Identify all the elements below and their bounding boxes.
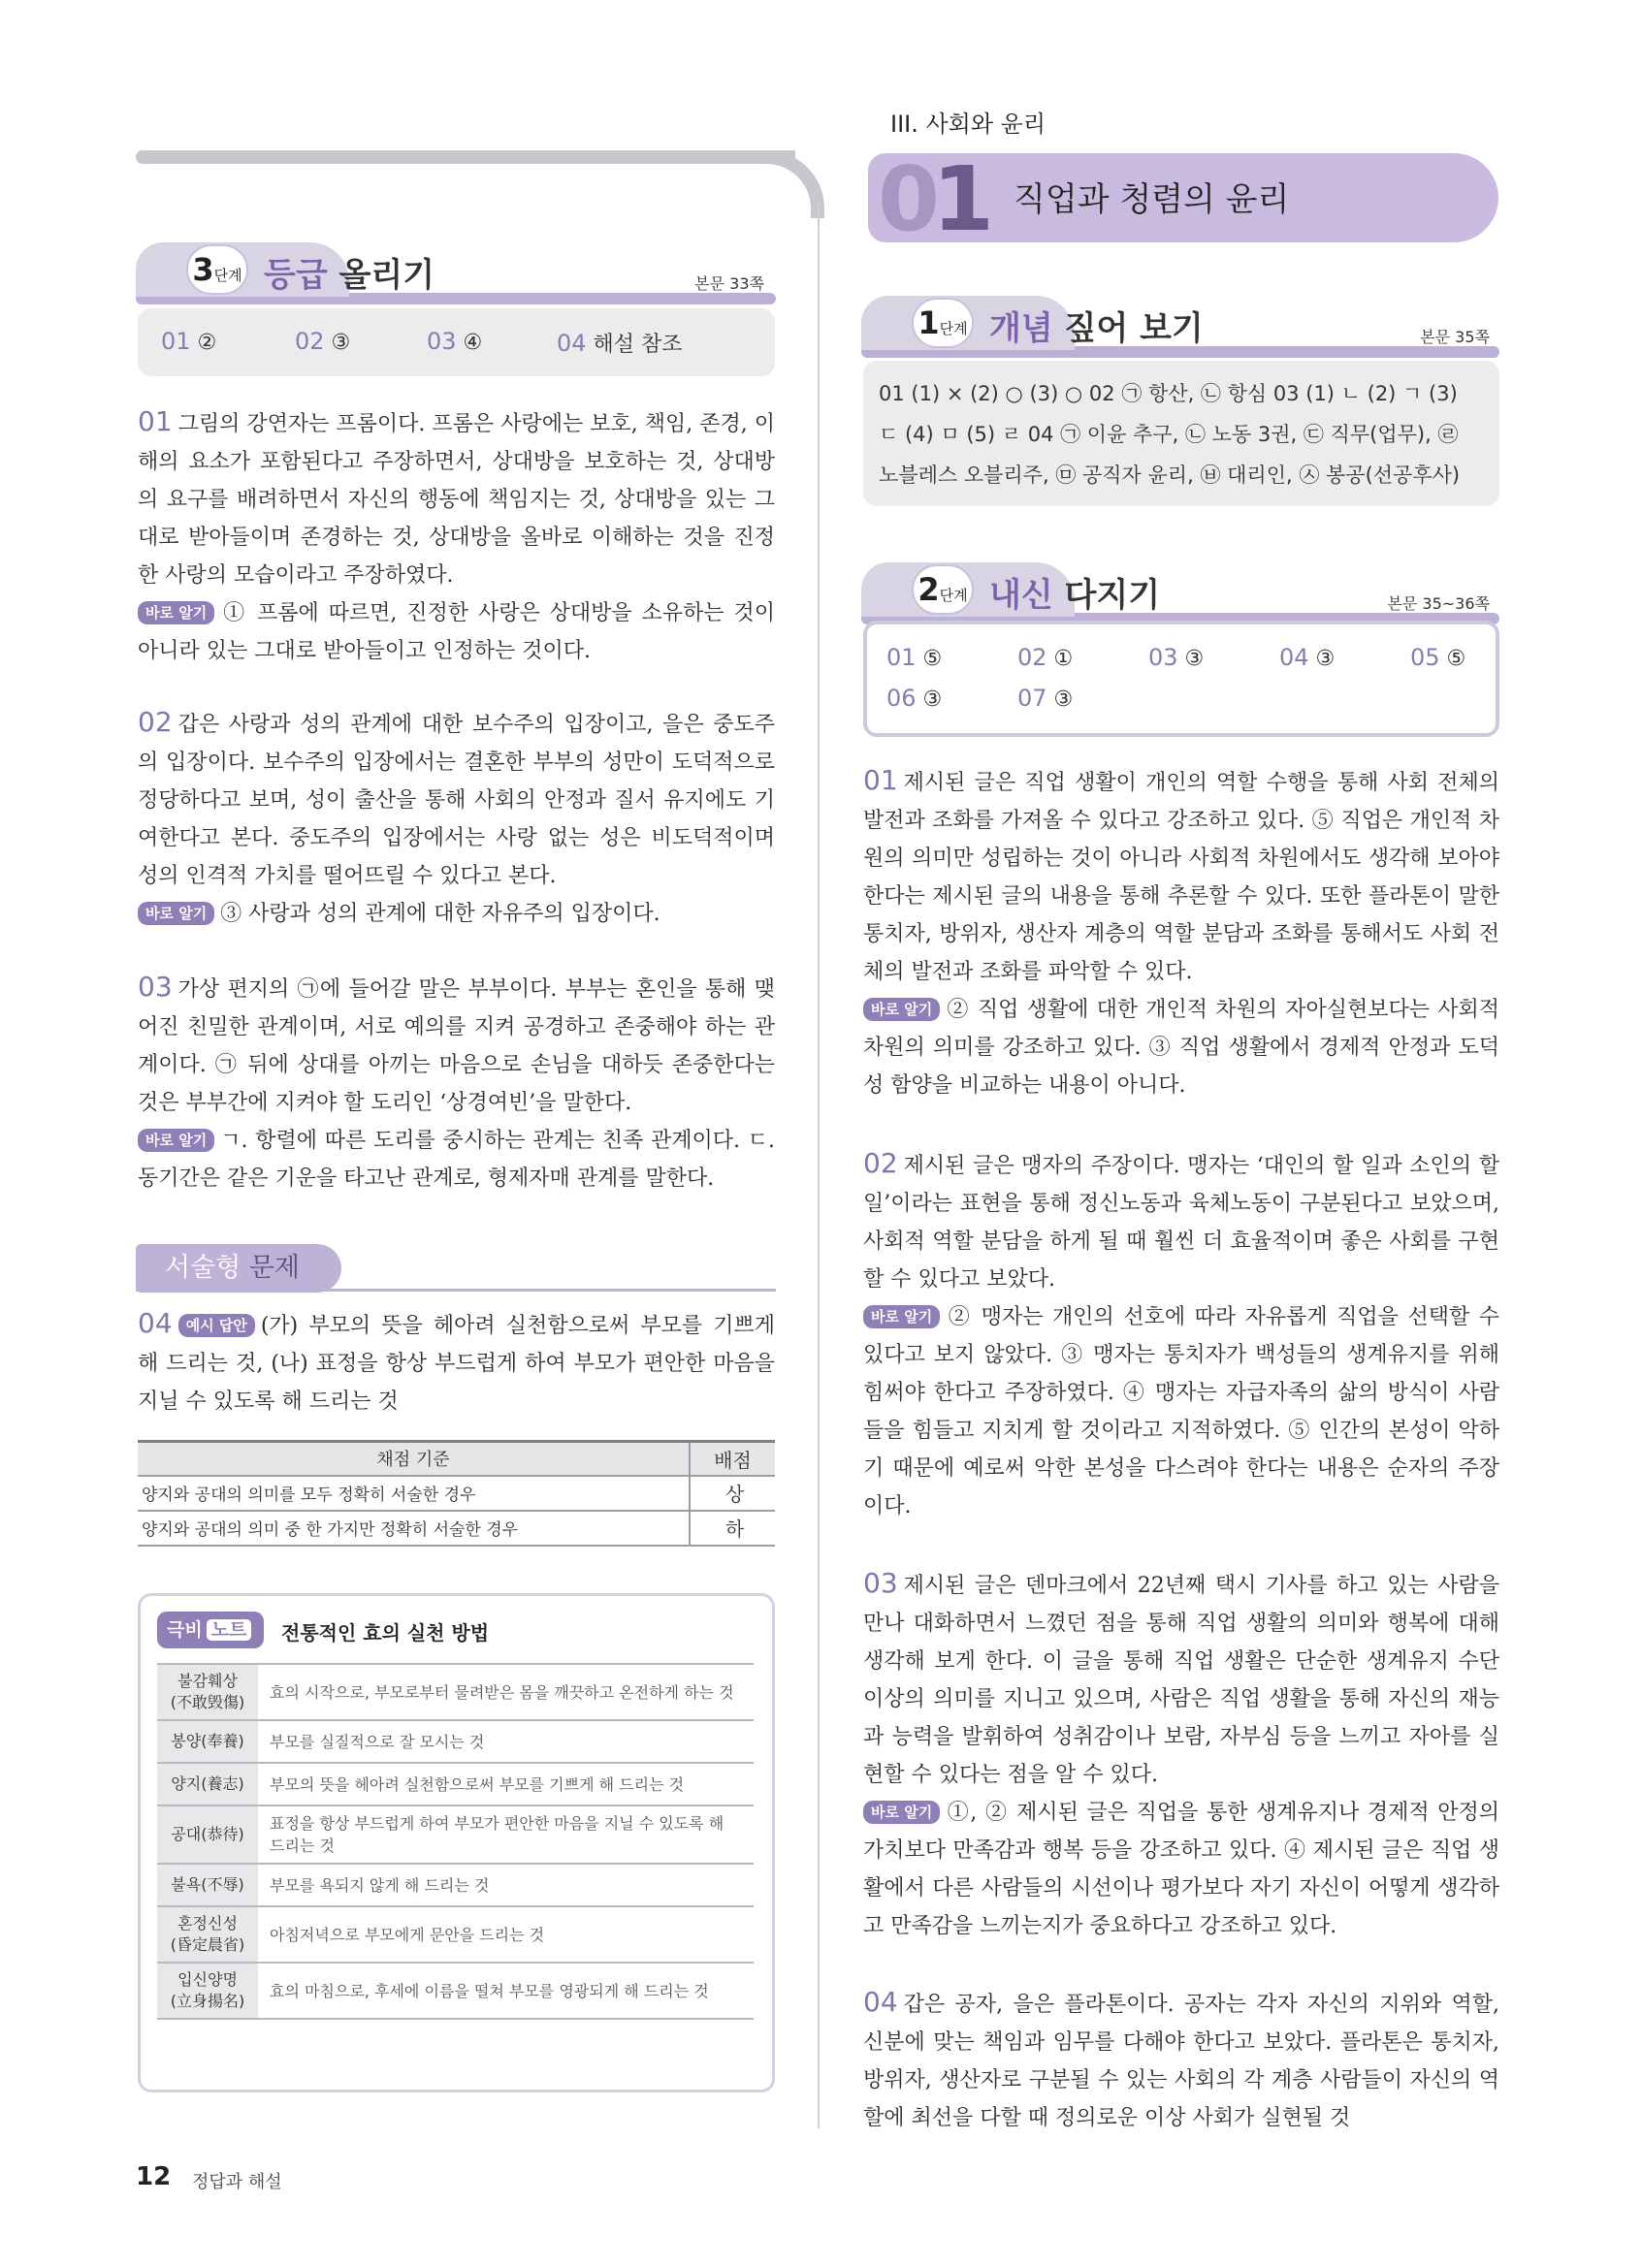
stage2-answer-box — [863, 621, 1499, 737]
concept-answers-line: 노블레스 오블리주, ㉤ 공직자 윤리, ㉥ 대리인, ㉦ 봉공(선공후사) — [879, 463, 1461, 487]
answer-item: 03 ④ — [427, 328, 483, 355]
answer-item: 01 ② — [161, 328, 217, 355]
table-row: 양지와 공대의 의미 중 한 가지만 정확히 서술한 경우 하 — [138, 1511, 775, 1546]
answer-item: 06 ③ — [886, 685, 943, 712]
column-divider — [818, 204, 820, 2128]
lesson-number: 01 — [878, 147, 987, 251]
answer-item: 04 ③ — [1279, 644, 1336, 671]
table-row: 입신양명 (立身揚名) 효의 마침으로, 후세에 이름을 떨쳐 부모를 영광되게 해 드리는 것 — [157, 1963, 754, 2019]
correction-badge: 바로 알기 — [138, 601, 214, 624]
concept-answers-line: 01 (1) × (2) ○ (3) ○ 02 ㉠ 항산, ㉡ 항심 03 (1) ㄴ (2) ㄱ (3) — [879, 382, 1458, 405]
concept-answers-line: ㄷ (4) ㅁ (5) ㄹ 04 ㉠ 이윤 추구, ㉡ 노동 3권, ㉢ 직무(업무), ㉣ — [879, 423, 1459, 446]
stage1-header — [861, 296, 1499, 358]
correction-badge: 바로 알기 — [138, 902, 214, 925]
stage3-page-ref: 본문 33쪽 — [694, 274, 764, 293]
grading-header-score: 배점 — [690, 1442, 775, 1476]
table-row: 봉양(奉養) 부모를 실질적으로 잘 모시는 것 — [157, 1720, 754, 1763]
correction-badge: 바로 알기 — [863, 1801, 940, 1824]
stage2-page-ref: 본문 35~36쪽 — [1387, 594, 1490, 613]
explanation-r04: 04 갑은 공자, 을은 플라톤이다. 공자는 각자 자신의 지위와 역할, 신분에 맞는 책임과 임무를 다해야 한다고 보았다. 플라톤은 통치자, 방위자, 생산자로 구분될 수 있는 사회의 각 계층 사람들이 자신의 역할에 최선을 다할 때 정의로운 이상 사회가 실현될 것 — [863, 1986, 1499, 2130]
top-divider-curve — [757, 150, 824, 218]
table-row: 불감훼상 (不敢毁傷) 효의 시작으로, 부모로부터 물려받은 몸을 깨끗하고 온전하게 하는 것 — [157, 1664, 754, 1720]
answer-item: 02 ① — [1017, 644, 1074, 671]
stage2-title: 내신 다지기 — [989, 576, 1161, 615]
answer-item: 04 해설 참조 — [557, 330, 683, 357]
answer-item: 05 ⑤ — [1410, 644, 1466, 671]
sample-answer-badge: 예시 답안 — [178, 1314, 255, 1337]
grading-table — [138, 1440, 775, 1547]
explanation-03: 03 가상 편지의 ㉠에 들어갈 말은 부부이다. 부부는 혼인을 통해 맺어진 친밀한 관계이며, 서로 예의를 지켜 공경하고 존중해야 하는 관계이다. ㉠ 뒤에 상대를 아끼는 마음으로 손님을 대하듯 존중한다는 것은 부부간에 지켜야 할 도리인 ‘상경여빈’을 말한다. 바로 알기 ㄱ. 항렬에 따른 도리를 중시하는 관계는 친족 관계이다. ㄷ. 동기간은 같은 기운을 타고난 관계로, 형제자매 관계를 말한다. — [138, 971, 775, 1191]
note-title: 전통적인 효의 실천 방법 — [281, 1621, 490, 1645]
explanation-02: 02 갑은 사랑과 성의 관계에 대한 보수주의 입장이고, 을은 중도주의 입장이다. 보수주의 입장에서는 결혼한 부부의 성만이 도덕적으로 정당하다고 보며, 성이 출산을 통해 사회의 안정과 질서 유지에도 기여한다고 본다. 중도주의 입장에서는 사랑 없는 성은 비도덕적이며 성의 인격적 가치를 떨어뜨릴 수 있다고 본다. 바로 알기 ③ 사랑과 성의 관계에 대한 자유주의 입장이다. — [138, 706, 775, 926]
lesson-title: 직업과 청렴의 윤리 — [1014, 180, 1290, 219]
answer-item: 01 ⑤ — [886, 644, 943, 671]
answer-item: 07 ③ — [1017, 685, 1074, 712]
explanation-r02: 02 제시된 글은 맹자의 주장이다. 맹자는 ‘대인의 할 일과 소인의 할 일’이라는 표현을 통해 정신노동과 육체노동이 구분된다고 보았으며, 사회적 역할 분담을 하게 될 때 훨씬 더 효율적이며 좋은 사회를 구현할 수 있다고 보았다. 바로 알기 ② 맹자는 개인의 선호에 따라 자유롭게 직업을 선택할 수 있다고 보지 않았다. ③ 맹자는 통치자가 백성들의 생계유지를 위해 힘써야 한다고 주장하였다. ④ 맹자는 자급자족의 삶의 방식이 사람들을 힘들고 지치게 할 것이라고 지적하였다. ⑤ 인간의 본성이 악하기 때문에 예로써 악한 본성을 다스려야 한다는 내용은 순자의 주장이다. — [863, 1147, 1499, 1518]
table-row: 불욕(不辱) 부모를 욕되지 않게 해 드리는 것 — [157, 1864, 754, 1906]
correction-badge: 바로 알기 — [863, 1305, 940, 1328]
explanation-01: 01 그림의 강연자는 프롬이다. 프롬은 사랑에는 보호, 책임, 존경, 이해의 요소가 포함된다고 주장하면서, 상대방을 보호하는 것, 상대방의 요구를 배려하면서 자신의 행동에 책임지는 것, 상대방을 있는 그대로 받아들이며 존경하는 것, 상대방을 올바로 이해하는 것을 진정한 사랑의 모습이라고 주장하였다. 바로 알기 ① 프롬에 따르면, 진정한 사랑은 상대방을 소유하는 것이 아니라 있는 그대로 받아들이고 인정하는 것이다. — [138, 405, 775, 663]
essay-answer: 04 예시 답안 (가) 부모의 뜻을 헤아려 실천함으로써 부모를 기쁘게 해 드리는 것, (나) 표정을 항상 부드럽게 하여 부모가 편안한 마음을 지닐 수 있도록 해 드리는 것 — [138, 1307, 775, 1414]
stage1-page-ref: 본문 35쪽 — [1420, 328, 1490, 346]
page-label: 정답과 해설 — [192, 2172, 282, 2192]
table-row: 혼정신성 (昏定晨省) 아침저녁으로 부모에게 문안을 드리는 것 — [157, 1906, 754, 1963]
grading-header-criteria: 채점 기준 — [138, 1442, 690, 1476]
stage3-header — [136, 242, 776, 304]
essay-heading-rule — [136, 1289, 776, 1292]
stage3-title: 등급 올리기 — [264, 256, 435, 295]
page-number: 12 — [136, 2162, 172, 2191]
explanation-r01: 01 제시된 글은 직업 생활이 개인의 역할 수행을 통해 사회 전체의 발전과 조화를 가져올 수 있다고 강조하고 있다. ⑤ 직업은 개인적 차원의 의미만 성립하는 것이 아니라 사회적 차원에서도 생각해 보아야 한다는 제시된 글의 내용을 통해 추론할 수 있다. 또한 플라톤이 말한 통치자, 방위자, 생산자 계층의 역할 분담과 조화를 통해서도 사회 전체의 발전과 조화를 파악할 수 있다. 바로 알기 ② 직업 생활에 대한 개인적 차원의 자아실현보다는 사회적 차원의 의미를 강조하고 있다. ③ 직업 생활에서 경제적 안정과 도덕성 함양을 비교하는 내용이 아니다. — [863, 764, 1499, 1098]
table-row: 공대(恭待) 표정을 항상 부드럽게 하여 부모가 편안한 마음을 지닐 수 있도록 해 드리는 것 — [157, 1805, 754, 1864]
chapter-heading: III. 사회와 윤리 — [890, 111, 1046, 138]
table-row: 양지와 공대의 의미를 모두 정확히 서술한 경우 상 — [138, 1476, 775, 1511]
stage2-header — [861, 562, 1499, 624]
top-divider — [136, 150, 795, 164]
stage3-circle: 3단계 — [186, 244, 248, 295]
answer-item: 03 ③ — [1148, 644, 1205, 671]
stage3-answer-box — [138, 308, 775, 376]
essay-heading: 서술형 문제 — [136, 1244, 341, 1293]
note-badge: 극비 노트 — [157, 1612, 264, 1648]
table-row: 양지(養志) 부모의 뜻을 헤아려 실천함으로써 부모를 기쁘게 해 드리는 것 — [157, 1763, 754, 1805]
stage1-answer-box — [863, 361, 1499, 506]
correction-badge: 바로 알기 — [138, 1129, 214, 1152]
explanation-r03: 03 제시된 글은 덴마크에서 22년째 택시 기사를 하고 있는 사람을 만나 대화하면서 느꼈던 점을 통해 직업 생활의 의미와 행복에 대해 생각해 보게 한다. 이 글을 통해 직업 생활은 단순한 생계유지 수단 이상의 의미를 지니고 있으며, 사람은 직업 생활을 통해 자신의 재능과 능력을 발휘하여 성취감이나 보람, 자부심 등을 느끼고 자아를 실현할 수 있다는 점을 알 수 있다. 바로 알기 ①, ② 제시된 글은 직업을 통한 생계유지나 경제적 안정의 가치보다 만족감과 행복 등을 강조하고 있다. ④ 제시된 글은 직업 생활에서 다른 사람들의 시선이나 평가보다 자기 자신이 어떻게 생각하고 만족감을 느끼는지가 중요하다고 강조하고 있다. — [863, 1567, 1499, 1938]
stage1-circle: 1단계 — [912, 298, 974, 348]
stage2-circle: 2단계 — [912, 564, 974, 615]
answer-item: 02 ③ — [295, 328, 351, 355]
correction-badge: 바로 알기 — [863, 998, 940, 1021]
stage1-title: 개념 짚어 보기 — [989, 309, 1204, 348]
filial-piety-table — [157, 1663, 754, 2020]
